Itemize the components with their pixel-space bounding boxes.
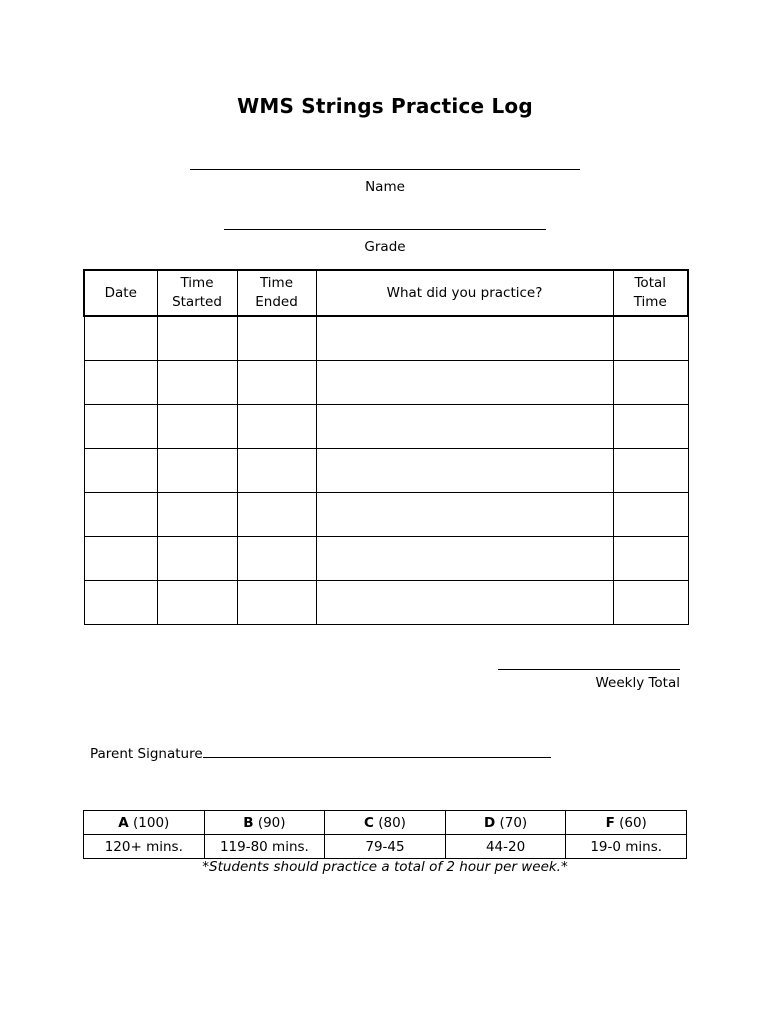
grade-letter: C xyxy=(364,814,374,831)
header-date xyxy=(84,270,157,316)
grade-field[interactable] xyxy=(0,215,770,255)
grade-score: (90) xyxy=(253,814,286,831)
practice-note: *Students should practice a total of 2 hour per week.* xyxy=(202,859,568,875)
header-time-started-line1: Time xyxy=(180,275,214,291)
header-time-ended-line2: Ended xyxy=(255,294,298,310)
header-total-time-line1: Total xyxy=(634,275,667,291)
grade-d-cell xyxy=(445,811,566,835)
log-cell-time-started[interactable] xyxy=(157,537,237,581)
grade-f-minutes: 19-0 mins. xyxy=(566,835,687,859)
log-cell-time-ended[interactable] xyxy=(237,361,316,405)
grade-score: (70) xyxy=(495,814,528,831)
name-label: Name xyxy=(365,179,405,195)
log-cell-total-time[interactable] xyxy=(613,537,688,581)
grade-score: (100) xyxy=(128,814,170,831)
grade-letter: B xyxy=(243,814,254,831)
log-header-row xyxy=(84,270,688,316)
name-field[interactable] xyxy=(0,155,770,195)
log-row xyxy=(84,493,688,537)
log-cell-date[interactable] xyxy=(84,361,157,405)
grade-letter: A xyxy=(118,814,129,831)
grade-score: (80) xyxy=(373,814,406,831)
log-row xyxy=(84,405,688,449)
log-cell-time-started[interactable] xyxy=(157,316,237,361)
log-cell-date[interactable] xyxy=(84,405,157,449)
log-cell-time-started[interactable] xyxy=(157,405,237,449)
log-cell-total-time[interactable] xyxy=(613,405,688,449)
grading-scale-table xyxy=(83,810,687,859)
grade-d-minutes: 44-20 xyxy=(445,835,566,859)
log-cell-what-practiced[interactable] xyxy=(316,316,613,361)
log-row xyxy=(84,361,688,405)
header-total-time-line2: Time xyxy=(633,294,667,310)
header-time-started xyxy=(157,270,237,316)
log-cell-what-practiced[interactable] xyxy=(316,493,613,537)
grade-letter-row xyxy=(84,811,687,835)
name-line xyxy=(190,168,580,170)
practice-log-table xyxy=(83,269,689,625)
grade-a-minutes: 120+ mins. xyxy=(84,835,205,859)
weekly-total-label: Weekly Total xyxy=(595,675,680,691)
grade-c-cell xyxy=(325,811,446,835)
log-cell-time-ended[interactable] xyxy=(237,316,316,361)
log-cell-date[interactable] xyxy=(84,493,157,537)
log-cell-time-ended[interactable] xyxy=(237,581,316,625)
log-row xyxy=(84,581,688,625)
grade-b-cell xyxy=(204,811,325,835)
log-cell-date[interactable] xyxy=(84,537,157,581)
log-row xyxy=(84,316,688,361)
grade-score: (60) xyxy=(614,814,647,831)
header-time-ended-line1: Time xyxy=(259,275,294,291)
log-cell-total-time[interactable] xyxy=(613,493,688,537)
log-cell-what-practiced[interactable] xyxy=(316,537,613,581)
log-cell-total-time[interactable] xyxy=(613,316,688,361)
header-time-ended xyxy=(237,270,316,316)
grade-letter: D xyxy=(483,814,496,831)
log-cell-time-ended[interactable] xyxy=(237,449,316,493)
grade-b-minutes: 119-80 mins. xyxy=(204,835,325,859)
log-row xyxy=(84,537,688,581)
log-cell-date[interactable] xyxy=(84,581,157,625)
log-cell-what-practiced[interactable] xyxy=(316,449,613,493)
log-cell-date[interactable] xyxy=(84,316,157,361)
grade-a-cell xyxy=(84,811,205,835)
grade-c-minutes: 79-45 xyxy=(325,835,446,859)
header-date-label: Date xyxy=(104,284,137,301)
log-cell-what-practiced[interactable] xyxy=(316,361,613,405)
header-what-practiced xyxy=(316,270,613,316)
header-time-started-line2: Started xyxy=(172,294,222,310)
log-cell-time-ended[interactable] xyxy=(237,405,316,449)
header-what-practiced-label: What did you practice? xyxy=(386,284,543,301)
log-cell-what-practiced[interactable] xyxy=(316,405,613,449)
log-cell-time-ended[interactable] xyxy=(237,493,316,537)
log-cell-time-started[interactable] xyxy=(157,361,237,405)
parent-signature-label: Parent Signature xyxy=(90,746,203,762)
header-total-time xyxy=(613,270,688,316)
weekly-total-field[interactable] xyxy=(498,668,680,691)
grade-minutes-row xyxy=(84,835,687,859)
log-cell-what-practiced[interactable] xyxy=(316,581,613,625)
grade-label: Grade xyxy=(364,239,406,255)
grade-line xyxy=(224,228,546,230)
log-cell-time-started[interactable] xyxy=(157,449,237,493)
parent-signature-line xyxy=(203,745,551,758)
log-cell-date[interactable] xyxy=(84,449,157,493)
log-cell-time-started[interactable] xyxy=(157,581,237,625)
log-cell-time-started[interactable] xyxy=(157,493,237,537)
page-title: WMS Strings Practice Log xyxy=(237,94,533,118)
log-cell-total-time[interactable] xyxy=(613,449,688,493)
parent-signature-field[interactable] xyxy=(90,745,551,762)
log-cell-total-time[interactable] xyxy=(613,361,688,405)
log-cell-total-time[interactable] xyxy=(613,581,688,625)
weekly-total-line xyxy=(498,668,680,670)
grade-f-cell xyxy=(566,811,687,835)
grade-letter: F xyxy=(605,814,615,831)
log-row xyxy=(84,449,688,493)
log-cell-time-ended[interactable] xyxy=(237,537,316,581)
